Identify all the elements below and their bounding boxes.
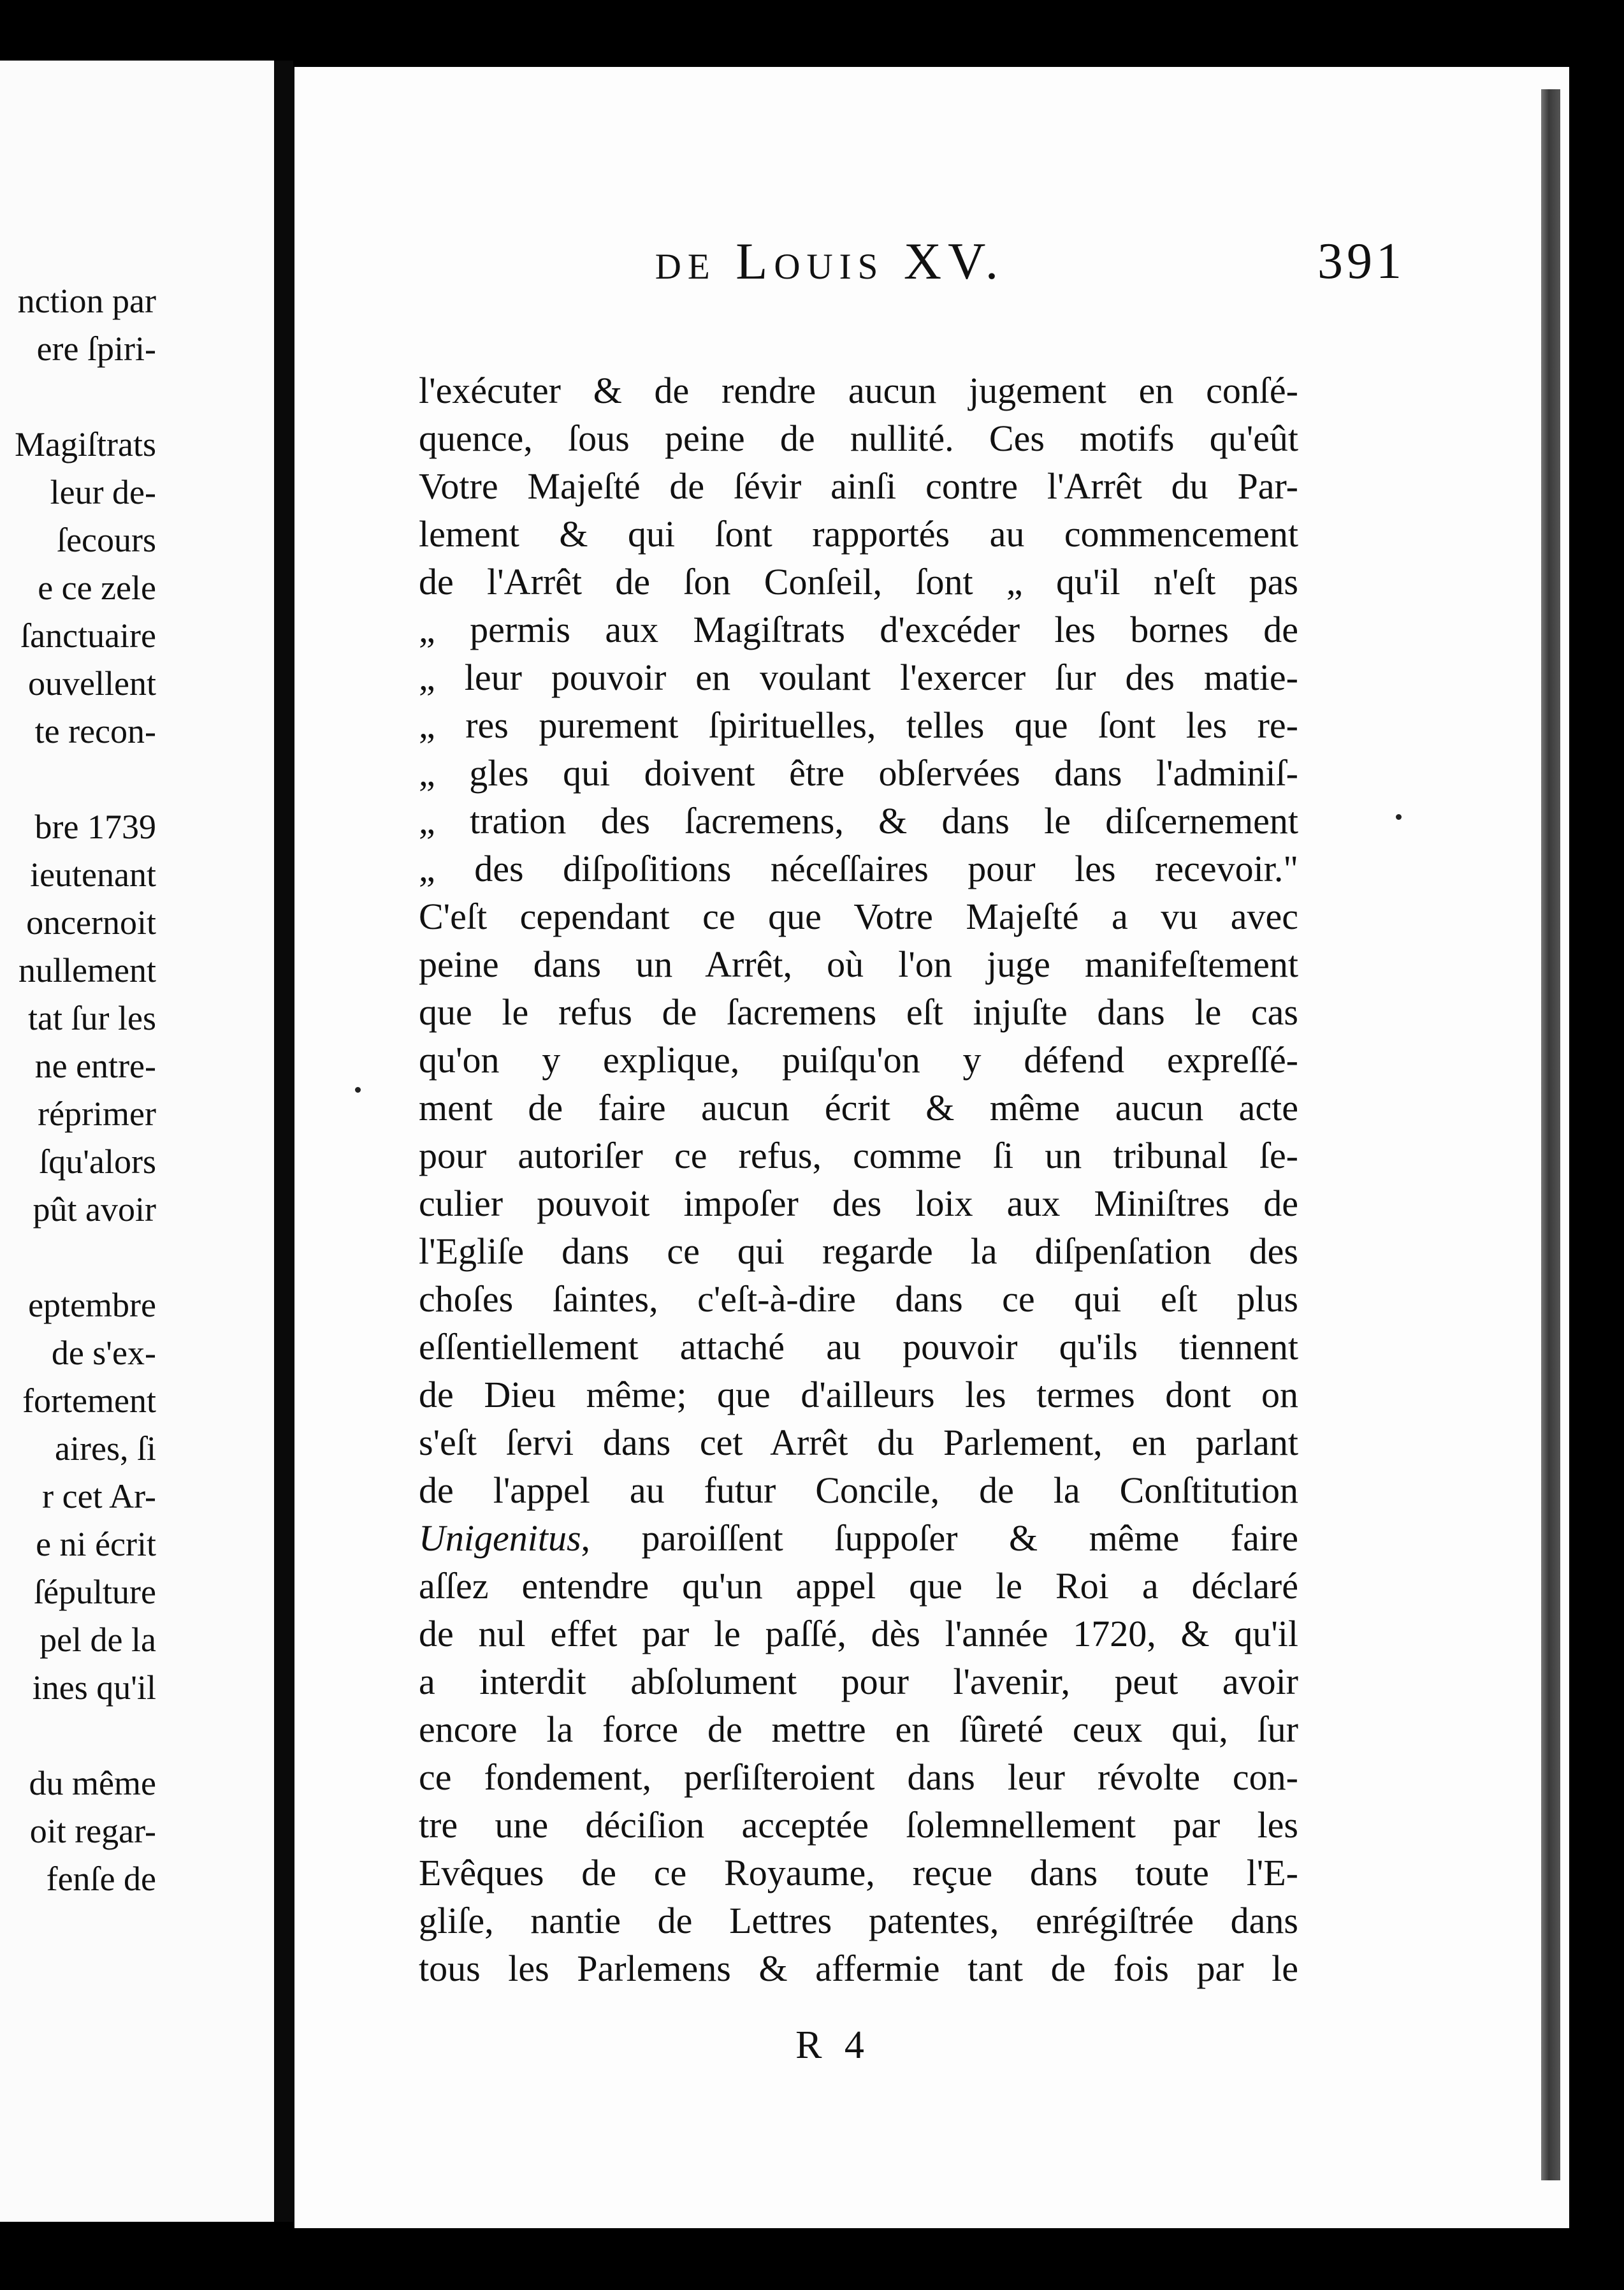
text-line: a interdit abſolument pour l'avenir, peut avoir xyxy=(419,1661,1298,1702)
text-line: de l'appel au futur Concile, de la Conſtitution xyxy=(419,1470,1298,1511)
text-line: ce fondement, perſiſteroient dans leur révolte con- xyxy=(419,1756,1298,1798)
text-line: quence, ſous peine de nullité. Ces motifs qu'eût xyxy=(419,418,1298,459)
previous-page-line xyxy=(0,373,274,421)
previous-page-line: r cet Ar- xyxy=(42,1477,156,1515)
previous-page-line: aires, ſi xyxy=(55,1429,156,1468)
previous-page-line: leur de- xyxy=(50,473,156,511)
page-body-text xyxy=(419,367,1298,1992)
text-line: s'eſt ſervi dans cet Arrêt du Parlement, en parlant xyxy=(419,1422,1298,1463)
text-line: qu'on y explique, puiſqu'on y défend expreſſé- xyxy=(419,1039,1298,1081)
previous-page-line: oit regar- xyxy=(29,1812,156,1850)
previous-page-line: te recon- xyxy=(34,712,156,750)
previous-page-line: du même xyxy=(29,1764,156,1802)
text-line xyxy=(419,1514,1298,1562)
previous-page-line: réprimer xyxy=(38,1095,156,1133)
text-line: aſſez entendre qu'un appel que le Roi a déclaré xyxy=(419,1565,1298,1607)
previous-page-line: ſépulture xyxy=(34,1573,156,1611)
text-line: gliſe, nantie de Lettres patentes, enrégiſtrée dans xyxy=(419,1900,1298,1941)
previous-page-line: ouvellent xyxy=(28,664,156,703)
page-number: 391 xyxy=(1317,233,1405,289)
text-line: lement & qui ſont rapportés au commencement xyxy=(419,513,1298,555)
previous-page-line xyxy=(0,1234,274,1281)
previous-page-line: ne entre- xyxy=(34,1047,156,1085)
previous-page-line: pel de la xyxy=(40,1621,156,1659)
previous-page-line: ſanctuaire xyxy=(20,616,156,655)
previous-page-line: de s'ex- xyxy=(51,1334,156,1372)
current-page xyxy=(294,67,1569,2228)
previous-page-line: Magiſtrats xyxy=(15,425,156,463)
text-line: de l'Arrêt de ſon Conſeil, ſont „ qu'il n'eſt pas xyxy=(419,561,1298,602)
text-line: Evêques de ce Royaume, reçue dans toute l'E- xyxy=(419,1852,1298,1893)
text-line: l'Egliſe dans ce qui regarde la diſpenſation des xyxy=(419,1230,1298,1272)
text-line: pour autoriſer ce refus, comme ſi un tribunal ſe- xyxy=(419,1135,1298,1176)
previous-page-line: nction par xyxy=(17,282,156,320)
previous-page-line: nullement xyxy=(18,951,156,989)
previous-page-text xyxy=(0,277,274,1903)
text-line: C'eſt cependant ce que Votre Majeſté a vu avec xyxy=(419,896,1298,937)
text-line: l'exécuter & de rendre aucun jugement en conſé- xyxy=(419,370,1298,411)
text-line: que le refus de ſacremens eſt injuſte dans le cas xyxy=(419,991,1298,1033)
italic-term: Unigenitus xyxy=(419,1517,581,1559)
text-line: tous les Parlemens & affermie tant de fois par le xyxy=(419,1948,1298,1989)
text-line: Votre Majeſté de ſévir ainſi contre l'Arrêt du Par- xyxy=(419,465,1298,507)
previous-page-line: ſqu'alors xyxy=(39,1142,156,1181)
previous-page-line: pût avoir xyxy=(33,1190,156,1229)
text-line: „ leur pouvoir en voulant l'exercer ſur des matie- xyxy=(419,657,1298,698)
text-line: „ tration des ſacremens, & dans le diſcernement xyxy=(419,800,1298,842)
text-line: de nul effet par le paſſé, dès l'année 1720, & qu'il xyxy=(419,1613,1298,1654)
previous-page-line: e ni écrit xyxy=(36,1525,156,1563)
text-line: ment de faire aucun écrit & même aucun acte xyxy=(419,1087,1298,1128)
previous-page-line: tat ſur les xyxy=(28,999,156,1037)
previous-page-line: ere ſpiri- xyxy=(36,330,156,368)
previous-page-line: fenſe de xyxy=(46,1860,156,1898)
previous-page-line: fortement xyxy=(22,1382,156,1420)
text-line: tre une déciſion acceptée ſolemnellement par les xyxy=(419,1804,1298,1846)
previous-page-line: ines qu'il xyxy=(32,1668,156,1707)
running-head xyxy=(416,231,1588,308)
text-line: eſſentiellement attaché au pouvoir qu'ils tiennent xyxy=(419,1326,1298,1367)
text-line: „ des diſpoſitions néceſſaires pour les recevoir." xyxy=(419,848,1298,889)
text-line: „ gles qui doivent être obſervées dans l'adminiſ- xyxy=(419,752,1298,794)
text-line: „ res purement ſpirituelles, telles que ſont les re- xyxy=(419,704,1298,746)
text-line: encore la force de mettre en ſûreté ceux qui, ſur xyxy=(419,1709,1298,1750)
previous-page-line: oncernoit xyxy=(26,903,156,942)
previous-page-line: ieutenant xyxy=(30,856,156,894)
previous-page xyxy=(0,61,274,2222)
previous-page-line xyxy=(0,755,274,803)
running-head-title: de Louis XV. xyxy=(655,232,1005,290)
text-line: peine dans un Arrêt, où l'on juge manifeſtement xyxy=(419,944,1298,985)
text-line: de Dieu même; que d'ailleurs les termes dont on xyxy=(419,1374,1298,1415)
text-line: choſes ſaintes, c'eſt-à-dire dans ce qui eſt plus xyxy=(419,1278,1298,1320)
ink-speck xyxy=(355,1087,361,1093)
page-edge xyxy=(1541,89,1560,2180)
previous-page-line: e ce zele xyxy=(38,569,156,607)
book-gutter xyxy=(274,61,293,2222)
ink-speck xyxy=(1396,814,1402,820)
text-line: culier pouvoit impoſer des loix aux Miniſtres de xyxy=(419,1183,1298,1224)
text-line-rest: , paroiſſent ſuppoſer & même faire xyxy=(581,1517,1298,1559)
previous-page-line: bre 1739 xyxy=(34,808,156,846)
text-line: „ permis aux Magiſtrats d'excéder les bornes de xyxy=(419,609,1298,650)
previous-page-line: ſecours xyxy=(57,521,156,559)
previous-page-line: eptembre xyxy=(28,1286,156,1324)
previous-page-line xyxy=(0,1712,274,1760)
signature-mark: R 4 xyxy=(795,2024,871,2067)
